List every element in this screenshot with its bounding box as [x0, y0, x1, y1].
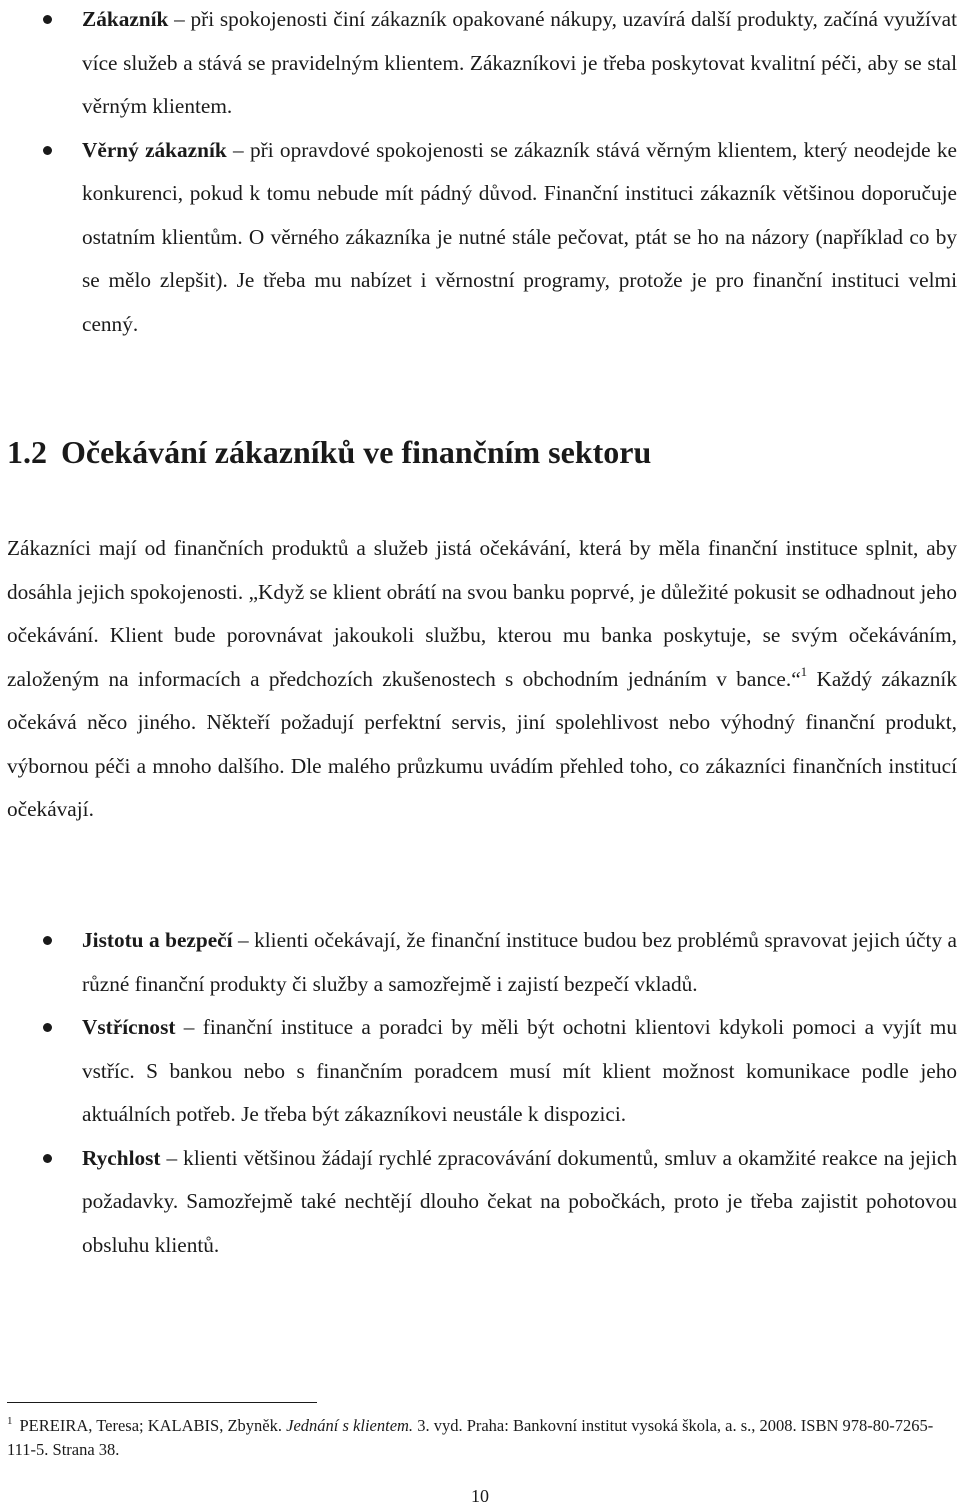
list-item-text: – klienti většinou žádají rychlé zpracovávání dokumentů, smluv a okamžité reakce na jejich požadavky. Samozřejmě také nechtějí dlouho čekat na pobočkách, proto je třeba zajistit pohotovou obsluhu klientů. — [82, 1145, 957, 1257]
body-text-part1: Zákazníci mají od finančních produktů a služeb jistá očekávání, která by měla finanční instituce splnit, aby dosáhla jejich spokojenosti. „Když se klient obrátí na svou banku poprvé, je důležité pokusit se odhadnout jeho očekávání. Klient bude porovnávat jakoukoli službu, kterou mu banka poskytuje, se svým očekáváním, založeným na informacích a předchozích zkušenostech s obchodním jednáním v bance.“ — [7, 536, 957, 691]
list-item-term: Jistotu a bezpečí — [82, 928, 233, 952]
bullet-icon — [43, 146, 52, 155]
bullet-icon — [43, 936, 52, 945]
section-title: Očekávání zákazníků ve finančním sektoru — [61, 434, 652, 470]
list-item-term: Vstřícnost — [82, 1015, 176, 1039]
bullet-list-expectations — [0, 919, 960, 1267]
list-item-text: – finanční instituce a poradci by měli být ochotni klientovi kdykoli pomoci a vyjít mu vstříc. S bankou nebo s finančním poradcem musí mít klient možnost komunikace podle jeho aktuálních potřeb. Je třeba být zákazníkovi neustále k dispozici. — [82, 1015, 957, 1126]
section-heading — [7, 426, 651, 478]
list-item-text: – při opravdové spokojenosti se zákazník stává věrným klientem, který neodejde ke konkurenci, pokud k tomu nebude mít pádný důvod. Finanční instituci zákazník většinou doporučuje ostatním klientům. O věrného zákazníka je nutné stále pečovat, ptát se ho na názory (například co by se mělo zlepšit). Je třeba mu nabízet i věrnostní programy, protože je pro finanční instituci velmi cenný. — [82, 137, 957, 336]
list-item — [0, 129, 960, 347]
list-item-text: – při spokojenosti činí zákazník opakované nákupy, uzavírá další produkty, začíná využívat více služeb a stává se pravidelným klientem. Zákazníkovi je třeba poskytovat kvalitní péči, aby se stal věrným klientem. — [82, 7, 957, 118]
footnote-number: 1 — [7, 1415, 13, 1427]
body-text-part2: Každý zákazník očekává něco jiného. Někteří požadují perfektní servis, jiní spolehlivost nebo výhodný finanční produkt, výbornou péči a mnoho dalšího. Dle malého průzkumu uvádím přehled toho, co zákazníci finančních institucí očekávají. — [7, 666, 957, 821]
list-item-term: Zákazník — [82, 7, 169, 31]
bullet-list-customer-types — [0, 0, 960, 346]
bullet-icon — [43, 1023, 52, 1032]
footnote-title: Jednání s klientem. — [286, 1416, 414, 1435]
footnote-authors: PEREIRA, Teresa; KALABIS, Zbyněk. — [19, 1416, 287, 1435]
footnote-details: 3. vyd. Praha: Bankovní institut vysoká škola, a. s., 2008. ISBN 978-80-7265-111-5. Strana 38. — [7, 1416, 934, 1459]
bullet-icon — [43, 1154, 52, 1163]
list-item — [0, 919, 960, 1006]
list-item — [0, 1137, 960, 1268]
list-item — [0, 0, 960, 129]
footnote-reference[interactable]: 1 — [800, 663, 808, 679]
bullet-icon — [43, 15, 52, 24]
list-item-term: Rychlost — [82, 1145, 161, 1170]
list-item-text: – klienti očekávají, že finanční instituce budou bez problémů spravovat jejich účty a různé finanční produkty či služby a samozřejmě i zajistí bezpečí vkladů. — [82, 928, 958, 996]
list-item-term: Věrný zákazník — [82, 137, 227, 162]
list-item — [0, 1006, 960, 1137]
footnote-divider — [7, 1402, 317, 1403]
section-number: 1.2 — [7, 434, 47, 470]
body-paragraph — [7, 527, 957, 832]
page-number: 10 — [471, 1486, 489, 1506]
footnote — [7, 1414, 955, 1462]
